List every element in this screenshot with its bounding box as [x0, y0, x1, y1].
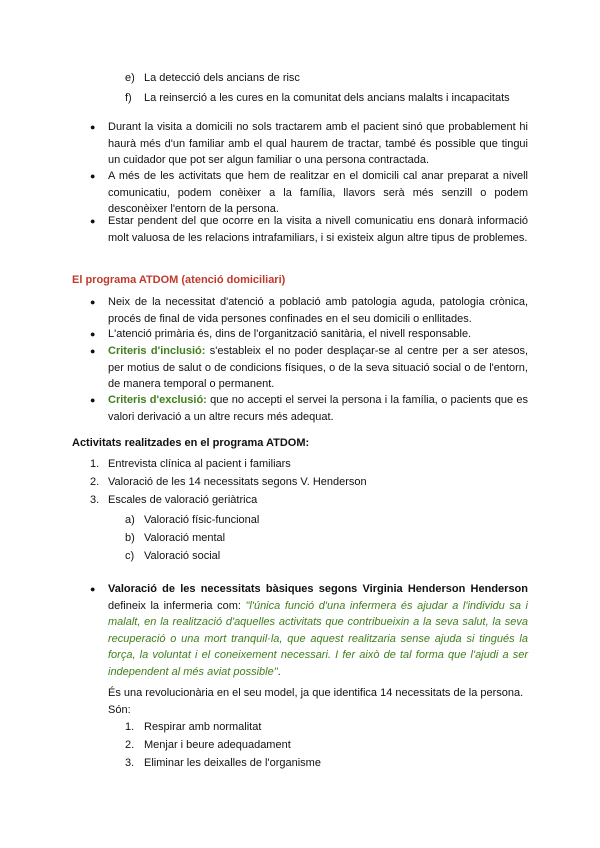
list-marker: b)	[125, 532, 135, 544]
inclusion-label: Criteris d'inclusió:	[108, 345, 206, 357]
exclusion-label: Criteris d'exclusió:	[108, 394, 207, 406]
paragraph-model: És una revolucionària en el seu model, ja que identifica 14 necessitats de la persona. Són:	[108, 687, 524, 716]
list-item: Valoració social	[144, 550, 221, 562]
bullet-icon: ●	[90, 346, 96, 356]
list-item: La detecció dels ancians de risc	[144, 72, 300, 84]
list-marker: 1.	[125, 721, 135, 733]
bullet-icon: ●	[90, 122, 96, 132]
list-item: Menjar i beure adequadament	[144, 739, 291, 751]
list-item: Entrevista clínica al pacient i familiars	[108, 458, 291, 470]
paragraph-visit-2: A més de les activitats que hem de realitzar en el domicili cal anar preparat a nivell comunicatiu, podem conèixer a la família, llavors serà més senzill o podem desconèixer l'entorn de la persona.	[108, 170, 528, 215]
list-item: Valoració físic-funcional	[144, 514, 260, 526]
bullet-icon: ●	[90, 395, 96, 405]
list-item: Eliminar les deixalles de l'organisme	[144, 757, 321, 769]
exclusion-text: que no accepti el servei la persona i la família, o pacients que es valori derivació a un altre recurs més adequat.	[108, 394, 528, 423]
list-item: Respirar amb normalitat	[144, 721, 262, 733]
list-marker: 2.	[125, 739, 135, 751]
list-item: Escales de valoració geriàtrica	[108, 494, 258, 506]
paragraph-visit-1: Durant la visita a domicili no sols tractarem amb el pacient sinó que probablement hi haurà més d'un familiar amb el qual haurem de tractar, també és possible que tingui un cuidador que pot ser algun familiar o una persona contractada.	[108, 121, 528, 166]
list-marker: 3.	[125, 757, 135, 769]
henderson-tail: .	[277, 665, 281, 678]
paragraph-visit-3: Estar pendent del que ocorre en la visita a nivell comunicatiu ens donarà informació molt valuosa de les relacions intrafamiliars, i si existeix algun altre tipus de problemes.	[108, 215, 528, 244]
henderson-lead: defineix la infermeria com:	[108, 599, 246, 612]
list-marker: f)	[125, 92, 132, 104]
bullet-icon: ●	[90, 584, 96, 594]
paragraph-atdom-2: L'atenció primària és, dins de l'organització sanitària, el nivell responsable.	[108, 328, 472, 340]
list-item: La reinserció a les cures en la comunitat dels ancians malalts i incapacitats	[144, 92, 510, 104]
bullet-icon: ●	[90, 216, 96, 226]
inclusion-text: s'estableix el no poder desplaçar-se al centre per a ser atesos, per motius de salut o de condicions físiques, o de la seva situació social o de l'entorn, de manera temporal o permanent.	[108, 345, 528, 390]
list-item: Valoració mental	[144, 532, 226, 544]
section-heading-atdom: El programa ATDOM (atenció domiciliari)	[72, 274, 286, 286]
section-heading-activities: Activitats realitzades en el programa ATDOM:	[72, 437, 310, 449]
paragraph-inclusion	[108, 343, 528, 393]
list-marker: 3.	[90, 494, 100, 506]
henderson-title: Valoració de les necessitats bàsiques segons Virginia Henderson Henderson	[108, 583, 528, 595]
paragraph-atdom-1: Neix de la necessitat d'atenció a població amb patologia aguda, patologia crònica, procés de final de vida persones confinades en el seu domicili o enllitades.	[108, 296, 528, 325]
paragraph-exclusion	[108, 392, 528, 425]
bullet-icon: ●	[90, 329, 96, 339]
bullet-icon: ●	[90, 171, 96, 181]
list-marker: 1.	[90, 458, 100, 470]
list-marker: c)	[125, 550, 135, 562]
list-marker: e)	[125, 72, 135, 84]
henderson-quote: "l'única funció d'una infermera és ajudar a l'individu sa i malalt, en la realització d'aquelles activitats que contribueixin a la seva salut, la seva recuperació o una mort tranquil·la, que aquest realitzaria sense ajuda si tingués la força, la voluntat i el coneixement necessari. I fer això de tal forma que l'ajudi a ser independent al més aviat possible"	[108, 599, 528, 678]
paragraph-henderson	[108, 581, 528, 680]
bullet-icon: ●	[90, 297, 96, 307]
list-marker: 2.	[90, 476, 100, 488]
list-item: Valoració de les 14 necessitats segons V. Henderson	[108, 476, 367, 488]
list-marker: a)	[125, 514, 135, 526]
